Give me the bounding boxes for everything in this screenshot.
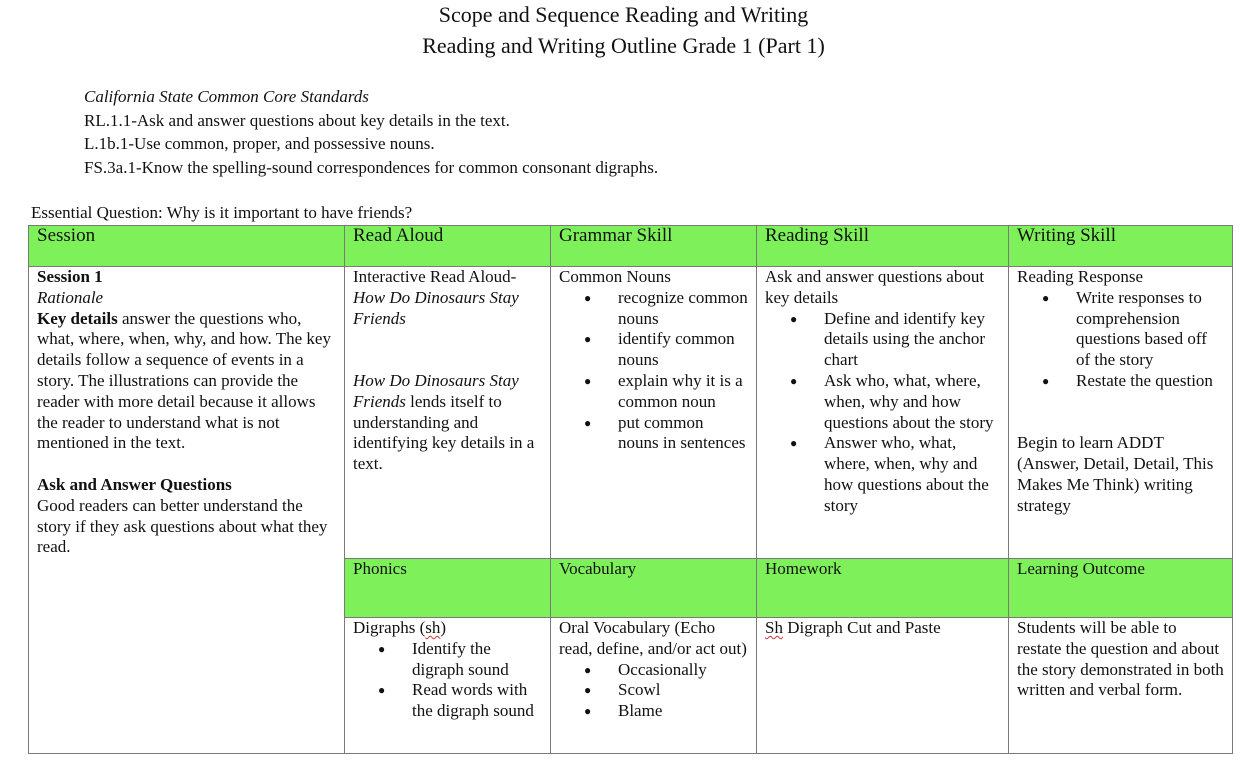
phonics-title-suffix: )	[440, 617, 447, 637]
reading-title: Ask and answer questions about key details	[765, 267, 985, 307]
header-session: Session	[29, 226, 345, 267]
list-item: ● Define and identify key details using the anchor chart	[824, 309, 1000, 371]
header-vocabulary: Vocabulary	[551, 558, 757, 617]
header-homework: Homework	[757, 558, 1009, 617]
list-item: ● Answer who, what, where, when, why and how questions about the story	[824, 433, 1000, 516]
essential-question: Essential Question: Why is it important to have friends?	[31, 203, 413, 222]
homework-cell	[757, 617, 1009, 753]
list-item: ● Read words with the digraph sound	[412, 680, 542, 722]
writing-cell	[1009, 267, 1233, 559]
homework-text	[765, 618, 1000, 639]
list-item: ● Identify the digraph sound	[412, 639, 542, 681]
read-aloud-description	[353, 371, 542, 475]
learning-outcome-text: Students will be able to restate the question and about the story demonstrated in both written and verbal form.	[1017, 617, 1224, 700]
ask-answer-text: Good readers can better understand the story if they ask questions about what they read.	[37, 495, 328, 557]
list-item: ● put common nouns in sentences	[618, 413, 748, 455]
grammar-cell	[551, 267, 757, 559]
phonics-title	[353, 618, 542, 639]
header-learning-outcome: Learning Outcome	[1009, 558, 1233, 617]
read-aloud-text: lends itself to understanding and identifying key details in a text.	[353, 391, 535, 474]
list-item: ● identify common nouns	[618, 329, 748, 371]
ask-answer-label: Ask and Answer Questions	[37, 474, 232, 494]
document-title: Scope and Sequence Reading and Writing	[438, 2, 809, 27]
standards-heading: California State Common Core Standards	[84, 87, 369, 106]
writing-strategy: Begin to learn ADDT (Answer, Detail, Detail, This Makes Me Think) writing strategy	[1017, 433, 1214, 515]
read-aloud-intro: Interactive Read Aloud-	[353, 267, 517, 286]
key-details-label: Key details	[37, 308, 118, 328]
standards-block	[84, 85, 658, 179]
session-title: Session 1	[37, 267, 103, 286]
key-details-text: answer the questions who, what, where, when, why, and how. The key details follow a sequence of events in a story. The illustrations can provide the reader with more detail because it allows the reader to understand what is not mentioned in the text.	[37, 308, 331, 453]
document-subtitle: Reading and Writing Outline Grade 1 (Part 1)	[422, 33, 825, 58]
writing-title: Reading Response	[1017, 267, 1144, 286]
vocabulary-title: Oral Vocabulary (Echo read, define, and/or act out)	[559, 617, 747, 658]
homework-rest: Digraph Cut and Paste	[782, 617, 941, 637]
phonics-digraph: sh	[425, 617, 441, 637]
standard-item: FS.3a.1-Know the spelling-sound correspondences for common consonant digraphs.	[84, 157, 659, 177]
phonics-title-prefix: Digraphs (	[353, 617, 426, 637]
session-cell	[29, 267, 345, 754]
phonics-cell	[345, 617, 551, 753]
reading-cell	[757, 267, 1009, 559]
key-details-paragraph	[37, 309, 336, 455]
grammar-title: Common Nouns	[559, 267, 671, 286]
homework-digraph: Sh	[765, 617, 783, 637]
list-item: ● Occasionally	[618, 660, 748, 681]
header-reading-skill: Reading Skill	[757, 226, 1009, 267]
read-aloud-cell	[345, 267, 551, 559]
list-item: ● explain why it is a common noun	[618, 371, 748, 413]
standard-item: RL.1.1-Ask and answer questions about key details in the text.	[84, 110, 510, 130]
header-phonics: Phonics	[345, 558, 551, 617]
list-item: ● recognize common nouns	[618, 288, 748, 330]
header-grammar-skill: Grammar Skill	[551, 226, 757, 267]
learning-outcome-cell	[1009, 617, 1233, 753]
read-aloud-book-title: How Do Dinosaurs Stay Friends	[353, 287, 519, 328]
header-writing-skill: Writing Skill	[1009, 226, 1233, 267]
list-item: ● Blame	[618, 701, 748, 722]
list-item: ● Write responses to comprehension questions based off of the story	[1076, 288, 1224, 371]
read-aloud-book-title-inline: How Do Dinosaurs Stay Friends	[353, 370, 519, 411]
standard-item: L.1b.1-Use common, proper, and possessive nouns.	[84, 134, 435, 153]
list-item: ● Ask who, what, where, when, why and how questions about the story	[824, 371, 1000, 433]
vocabulary-cell	[551, 617, 757, 753]
header-read-aloud: Read Aloud	[345, 226, 551, 267]
outline-table	[28, 225, 1233, 754]
session-rationale: Rationale	[37, 287, 104, 307]
list-item: ● Scowl	[618, 680, 748, 701]
list-item: ● Restate the question	[1076, 371, 1224, 392]
